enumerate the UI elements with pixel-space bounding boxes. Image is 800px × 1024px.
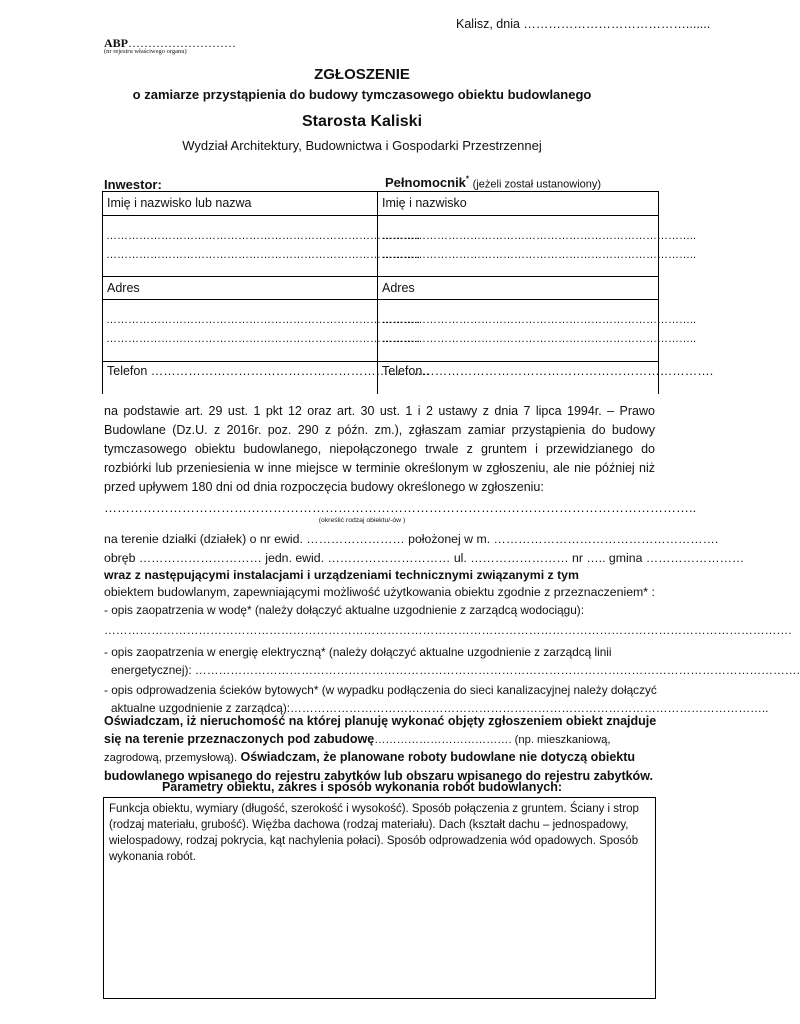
- table-rule: [103, 361, 658, 362]
- table-rule: [103, 276, 658, 277]
- proxy-address-label: Adres: [382, 281, 415, 295]
- investor-phone-field[interactable]: Telefon ………………………………………………………….: [107, 364, 430, 378]
- declaration-paragraph: [104, 713, 657, 785]
- parameters-field[interactable]: [103, 797, 656, 999]
- proxy-address-line-2[interactable]: …………………………………………………………………………..: [382, 333, 697, 345]
- power-supply-field[interactable]: energetycznej): ……………………………………………………………………………………………………………………………………….: [111, 663, 800, 677]
- authority-name: Starosta Kaliski: [301, 113, 423, 130]
- abp-label: ABP: [104, 36, 128, 50]
- water-supply-item: - opis zaopatrzenia w wodę* (należy dołączyć aktualne uzgodnienie z zarządcą wodociągu):: [104, 603, 585, 617]
- proxy-asterisk: *: [465, 175, 470, 184]
- party-table: [102, 191, 714, 394]
- precinct-line[interactable]: obręb ………………………… jedn. ewid. ………………………… ul. …………………… nr ….. gmina ……………………: [104, 551, 745, 565]
- installations-list: [104, 602, 800, 716]
- proxy-heading: [385, 175, 601, 190]
- department-name: Wydział Architektury, Budownictwa i Gospodarki Przestrzennej: [182, 138, 542, 153]
- object-type-field[interactable]: ………………………………………………………………………………………………………………………..: [104, 500, 697, 515]
- sewage-item: - opis odprowadzenia ścieków bytowych* (w wypadku podłączenia do sieci kanalizacyjnej należy dołączyć: [104, 683, 657, 697]
- declaration-monuments: Oświadczam, że planowane roboty budowlane nie dotyczą obiektu budowlanego wpisanego do rejestru zabytków lub obszaru wpisanego do rejestru zabytków.: [104, 750, 653, 783]
- proxy-note: (jeżeli został ustanowiony): [472, 178, 602, 191]
- investor-address-label: Adres: [107, 281, 140, 295]
- proxy-name-label: Imię i nazwisko: [382, 196, 467, 210]
- parameters-heading: Parametry obiektu, zakres i sposób wykonania robót budowlanych:: [161, 780, 563, 794]
- document-subtitle: o zamiarze przystąpienia do budowy tymczasowego obiektu budowlanego: [132, 87, 592, 102]
- table-rule: [103, 215, 658, 216]
- investor-address-line-1[interactable]: …………………………………………………………………………..: [106, 314, 421, 326]
- document-title: ZGŁOSZENIE: [314, 66, 410, 83]
- declaration-zoning-field[interactable]: ……………………………….: [374, 733, 512, 746]
- parameters-description: Funkcja obiektu, wymiary (długość, szerokość i wysokość). Sposób połączenia z gruntem. Ściany i strop (rodzaj materiału, grubość). Więźba dachowa (rodzaj materiału). Dach (kształt dachu – jednospadowy, wielospadowy, rodzaj pokrycia, kąt nachylenia połaci). Sposób odprowadzenia wód opadowych. Sposób wykonania robót.: [109, 803, 639, 863]
- proxy-name-line-2[interactable]: …………………………………………………………………………..: [382, 249, 697, 261]
- installations-intro: obiektem budowlanym, zapewniającymi możliwość użytkowania obiektu zgodnie z przeznaczeniem* :: [104, 585, 655, 599]
- legal-basis-paragraph: na podstawie art. 29 ust. 1 pkt 12 oraz art. 30 ust. 1 i 2 ustawy z dnia 7 lipca 1994r. – Prawo Budowlane (Dz.U. z 2016r. poz. 290 z późn. zm.), zgłaszam zamiar przystąpienia do budowy tymczasowego obiektu budowlanego, niepołączonego trwale z gruntem i przewidzianego do rozbiórki lub przeniesienia w inne miejsce w terminie określonym w zgłoszeniu, ale nie później niż przed upływem 180 dni od dnia rozpoczęcia budowy określonego w zgłoszeniu:: [104, 404, 655, 494]
- investor-name-line-2[interactable]: …………………………………………………………………………..: [106, 249, 421, 261]
- installations-heading: wraz z następującymi instalacjami i urządzeniami technicznymi związanymi z tym: [104, 568, 579, 582]
- declaration-zoning: Oświadczam, iż nieruchomość na której planuję wykonać objęty zgłoszeniem obiekt znajduje się na terenie przeznaczonych pod zabudowę: [104, 714, 657, 746]
- water-supply-field[interactable]: ………………………………………………………………………………………………………………………………………………………….: [104, 623, 792, 637]
- proxy-heading-label: Pełnomocnik: [385, 175, 466, 191]
- investor-name-label: Imię i nazwisko lub nazwa: [107, 196, 252, 210]
- sewage-field[interactable]: aktualne uzgodnienie z zarządcą):…………………………………………………………………………………………………………..: [111, 701, 769, 715]
- investor-heading: Inwestor:: [104, 177, 162, 192]
- power-supply-item: - opis zaopatrzenia w energię elektryczną* (należy dołączyć aktualne uzgodnienie z zarządcą linii: [104, 645, 612, 659]
- plot-line[interactable]: na terenie działki (działek) o nr ewid. …………………… położonej w m. ……………………………………………….: [104, 532, 719, 546]
- declaration-examples: (np. mieszkaniową, zagrodową, przemysłową).: [104, 733, 611, 764]
- place-date-field[interactable]: Kalisz, dnia ………………………………….......: [456, 17, 711, 31]
- abp-note: (nr rejestru właściwego organu): [104, 48, 187, 55]
- proxy-name-line-1[interactable]: …………………………………………………………………………..: [382, 230, 697, 242]
- investor-address-line-2[interactable]: …………………………………………………………………………..: [106, 333, 421, 345]
- table-rule: [103, 299, 658, 300]
- object-type-note: (określić rodzaj obiektu/-ów ): [318, 517, 406, 524]
- proxy-phone-field[interactable]: Telefon…………………………………………………………….: [382, 364, 714, 378]
- abp-dots: ………………………: [128, 36, 236, 50]
- proxy-address-line-1[interactable]: …………………………………………………………………………..: [382, 314, 697, 326]
- investor-name-line-1[interactable]: …………………………………………………………………………..: [106, 230, 421, 242]
